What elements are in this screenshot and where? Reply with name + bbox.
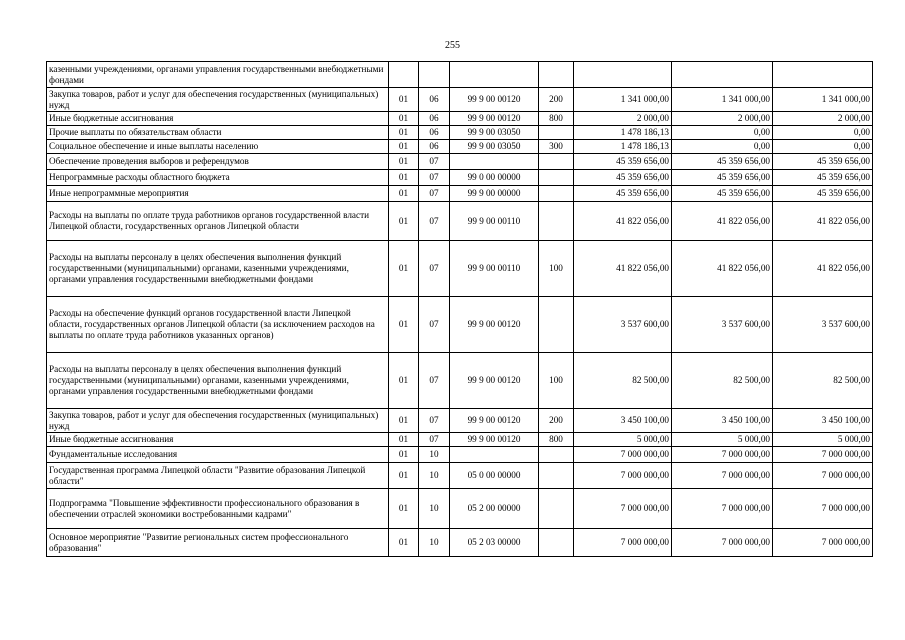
cell-name: Обеспечение проведения выборов и референдумов xyxy=(47,154,389,170)
table-row xyxy=(47,154,873,170)
cell-rz: 01 xyxy=(389,463,419,489)
cell-s1 xyxy=(574,62,672,88)
cell-s1: 1 478 186,13 xyxy=(574,126,672,140)
cell-name: Государственная программа Липецкой области "Развитие образования Липецкой области" xyxy=(47,463,389,489)
cell-csr: 99 9 00 00120 xyxy=(450,112,539,126)
cell-s2: 0,00 xyxy=(672,126,773,140)
cell-csr xyxy=(450,62,539,88)
cell-csr: 99 9 00 03050 xyxy=(450,140,539,154)
cell-pr: 10 xyxy=(419,529,450,557)
cell-vr xyxy=(539,126,574,140)
cell-s2: 45 359 656,00 xyxy=(672,154,773,170)
cell-csr: 99 9 00 00110 xyxy=(450,241,539,297)
cell-rz: 01 xyxy=(389,433,419,447)
cell-rz: 01 xyxy=(389,170,419,186)
cell-rz: 01 xyxy=(389,447,419,463)
cell-name: Расходы на обеспечение функций органов государственной власти Липецкой области, государственных органов Липецкой области (за исключением расходов на выплаты по оплате труда работников указанных органов) xyxy=(47,297,389,353)
cell-rz: 01 xyxy=(389,241,419,297)
cell-name: казенными учреждениями, органами управления государственными внебюджетными фондами xyxy=(47,62,389,88)
cell-s2: 3 450 100,00 xyxy=(672,409,773,433)
table-row xyxy=(47,409,873,433)
cell-s1: 3 537 600,00 xyxy=(574,297,672,353)
cell-s3: 41 822 056,00 xyxy=(773,202,873,241)
cell-rz: 01 xyxy=(389,529,419,557)
cell-name: Закупка товаров, работ и услуг для обеспечения государственных (муниципальных) нужд xyxy=(47,409,389,433)
cell-pr: 10 xyxy=(419,447,450,463)
cell-name: Расходы на выплаты персоналу в целях обеспечения выполнения функций государственными (муниципальными) органами, казенными учреждениями, органами управления государственными внебюджетными фондами xyxy=(47,353,389,409)
cell-rz: 01 xyxy=(389,140,419,154)
cell-vr: 200 xyxy=(539,409,574,433)
cell-rz: 01 xyxy=(389,202,419,241)
cell-s2 xyxy=(672,62,773,88)
cell-s1: 45 359 656,00 xyxy=(574,186,672,202)
cell-vr xyxy=(539,529,574,557)
cell-s1: 45 359 656,00 xyxy=(574,170,672,186)
cell-s1: 7 000 000,00 xyxy=(574,463,672,489)
cell-vr: 100 xyxy=(539,241,574,297)
cell-name: Иные бюджетные ассигнования xyxy=(47,112,389,126)
table-row xyxy=(47,62,873,88)
cell-pr: 06 xyxy=(419,126,450,140)
cell-rz: 01 xyxy=(389,88,419,112)
cell-pr: 07 xyxy=(419,154,450,170)
cell-s3: 45 359 656,00 xyxy=(773,186,873,202)
cell-pr: 06 xyxy=(419,88,450,112)
cell-pr: 07 xyxy=(419,202,450,241)
cell-vr xyxy=(539,62,574,88)
cell-s2: 7 000 000,00 xyxy=(672,489,773,529)
cell-s2: 1 341 000,00 xyxy=(672,88,773,112)
cell-vr xyxy=(539,297,574,353)
cell-pr: 07 xyxy=(419,170,450,186)
cell-rz: 01 xyxy=(389,489,419,529)
cell-s2: 0,00 xyxy=(672,140,773,154)
cell-csr: 99 9 00 00120 xyxy=(450,297,539,353)
budget-table xyxy=(46,61,873,557)
table-row xyxy=(47,297,873,353)
cell-s1: 5 000,00 xyxy=(574,433,672,447)
cell-pr xyxy=(419,62,450,88)
cell-vr xyxy=(539,447,574,463)
cell-s2: 45 359 656,00 xyxy=(672,170,773,186)
cell-rz: 01 xyxy=(389,112,419,126)
table-row xyxy=(47,463,873,489)
cell-s2: 7 000 000,00 xyxy=(672,529,773,557)
cell-pr: 07 xyxy=(419,241,450,297)
cell-s3: 1 341 000,00 xyxy=(773,88,873,112)
table-row xyxy=(47,126,873,140)
table-row xyxy=(47,112,873,126)
cell-s3: 45 359 656,00 xyxy=(773,170,873,186)
table-row xyxy=(47,88,873,112)
cell-s3: 41 822 056,00 xyxy=(773,241,873,297)
cell-csr: 99 9 00 00120 xyxy=(450,433,539,447)
cell-s2: 82 500,00 xyxy=(672,353,773,409)
cell-pr: 07 xyxy=(419,297,450,353)
cell-s3: 5 000,00 xyxy=(773,433,873,447)
cell-s1: 3 450 100,00 xyxy=(574,409,672,433)
cell-name: Закупка товаров, работ и услуг для обеспечения государственных (муниципальных) нужд xyxy=(47,88,389,112)
cell-vr xyxy=(539,202,574,241)
cell-s3: 82 500,00 xyxy=(773,353,873,409)
cell-pr: 07 xyxy=(419,353,450,409)
cell-s3: 7 000 000,00 xyxy=(773,529,873,557)
cell-vr: 100 xyxy=(539,353,574,409)
table-row xyxy=(47,529,873,557)
cell-csr xyxy=(450,154,539,170)
cell-s1: 2 000,00 xyxy=(574,112,672,126)
cell-name: Подпрограмма "Повышение эффективности профессионального образования в обеспечении отраслей экономики востребованными кадрами" xyxy=(47,489,389,529)
table-row xyxy=(47,202,873,241)
cell-pr: 10 xyxy=(419,489,450,529)
cell-rz: 01 xyxy=(389,126,419,140)
cell-s2: 5 000,00 xyxy=(672,433,773,447)
cell-csr: 99 9 00 00120 xyxy=(450,409,539,433)
cell-vr xyxy=(539,170,574,186)
cell-s1: 45 359 656,00 xyxy=(574,154,672,170)
cell-csr: 99 9 00 00000 xyxy=(450,186,539,202)
cell-s1: 7 000 000,00 xyxy=(574,447,672,463)
cell-name: Основное мероприятие "Развитие региональных систем профессионального образования" xyxy=(47,529,389,557)
cell-name: Прочие выплаты по обязательствам области xyxy=(47,126,389,140)
cell-vr: 800 xyxy=(539,433,574,447)
cell-s1: 82 500,00 xyxy=(574,353,672,409)
cell-s2: 41 822 056,00 xyxy=(672,241,773,297)
cell-s2: 2 000,00 xyxy=(672,112,773,126)
cell-pr: 07 xyxy=(419,433,450,447)
cell-rz: 01 xyxy=(389,353,419,409)
table-row xyxy=(47,489,873,529)
cell-pr: 07 xyxy=(419,186,450,202)
cell-s1: 7 000 000,00 xyxy=(574,489,672,529)
cell-rz: 01 xyxy=(389,297,419,353)
cell-csr: 99 9 00 00110 xyxy=(450,202,539,241)
cell-s3: 7 000 000,00 xyxy=(773,489,873,529)
table-row xyxy=(47,241,873,297)
cell-rz xyxy=(389,62,419,88)
cell-csr xyxy=(450,447,539,463)
cell-rz: 01 xyxy=(389,154,419,170)
cell-s3: 0,00 xyxy=(773,140,873,154)
table-row xyxy=(47,170,873,186)
cell-name: Иные непрограммные мероприятия xyxy=(47,186,389,202)
cell-csr: 05 2 00 00000 xyxy=(450,489,539,529)
table-row xyxy=(47,353,873,409)
cell-s3 xyxy=(773,62,873,88)
cell-s3: 7 000 000,00 xyxy=(773,447,873,463)
cell-s3: 3 537 600,00 xyxy=(773,297,873,353)
cell-s2: 45 359 656,00 xyxy=(672,186,773,202)
cell-s3: 45 359 656,00 xyxy=(773,154,873,170)
cell-s3: 2 000,00 xyxy=(773,112,873,126)
table-row xyxy=(47,140,873,154)
cell-s2: 41 822 056,00 xyxy=(672,202,773,241)
cell-s1: 7 000 000,00 xyxy=(574,529,672,557)
cell-vr xyxy=(539,489,574,529)
cell-vr: 300 xyxy=(539,140,574,154)
cell-s3: 7 000 000,00 xyxy=(773,463,873,489)
table-row xyxy=(47,433,873,447)
cell-vr xyxy=(539,463,574,489)
cell-name: Фундаментальные исследования xyxy=(47,447,389,463)
cell-rz: 01 xyxy=(389,186,419,202)
cell-s3: 0,00 xyxy=(773,126,873,140)
cell-s3: 3 450 100,00 xyxy=(773,409,873,433)
cell-s1: 1 341 000,00 xyxy=(574,88,672,112)
cell-pr: 06 xyxy=(419,140,450,154)
cell-vr: 800 xyxy=(539,112,574,126)
cell-pr: 07 xyxy=(419,409,450,433)
cell-vr xyxy=(539,154,574,170)
cell-csr: 99 0 00 00000 xyxy=(450,170,539,186)
cell-pr: 10 xyxy=(419,463,450,489)
cell-s2: 3 537 600,00 xyxy=(672,297,773,353)
cell-s1: 1 478 186,13 xyxy=(574,140,672,154)
cell-csr: 99 9 00 00120 xyxy=(450,88,539,112)
cell-name: Расходы на выплаты по оплате труда работников органов государственной власти Липецкой области, государственных органов Липецкой области xyxy=(47,202,389,241)
table-row xyxy=(47,186,873,202)
cell-vr xyxy=(539,186,574,202)
cell-s2: 7 000 000,00 xyxy=(672,463,773,489)
cell-s1: 41 822 056,00 xyxy=(574,202,672,241)
cell-rz: 01 xyxy=(389,409,419,433)
cell-vr: 200 xyxy=(539,88,574,112)
table-row xyxy=(47,447,873,463)
cell-s2: 7 000 000,00 xyxy=(672,447,773,463)
cell-s1: 41 822 056,00 xyxy=(574,241,672,297)
cell-csr: 99 9 00 00120 xyxy=(450,353,539,409)
cell-csr: 05 2 03 00000 xyxy=(450,529,539,557)
cell-csr: 99 9 00 03050 xyxy=(450,126,539,140)
cell-name: Непрограммные расходы областного бюджета xyxy=(47,170,389,186)
cell-pr: 06 xyxy=(419,112,450,126)
cell-name: Социальное обеспечение и иные выплаты населению xyxy=(47,140,389,154)
cell-name: Иные бюджетные ассигнования xyxy=(47,433,389,447)
cell-name: Расходы на выплаты персоналу в целях обеспечения выполнения функций государственными (муниципальными) органами, казенными учреждениями, органами управления государственными внебюджетными фондами xyxy=(47,241,389,297)
page-number: 255 xyxy=(445,40,460,51)
cell-csr: 05 0 00 00000 xyxy=(450,463,539,489)
